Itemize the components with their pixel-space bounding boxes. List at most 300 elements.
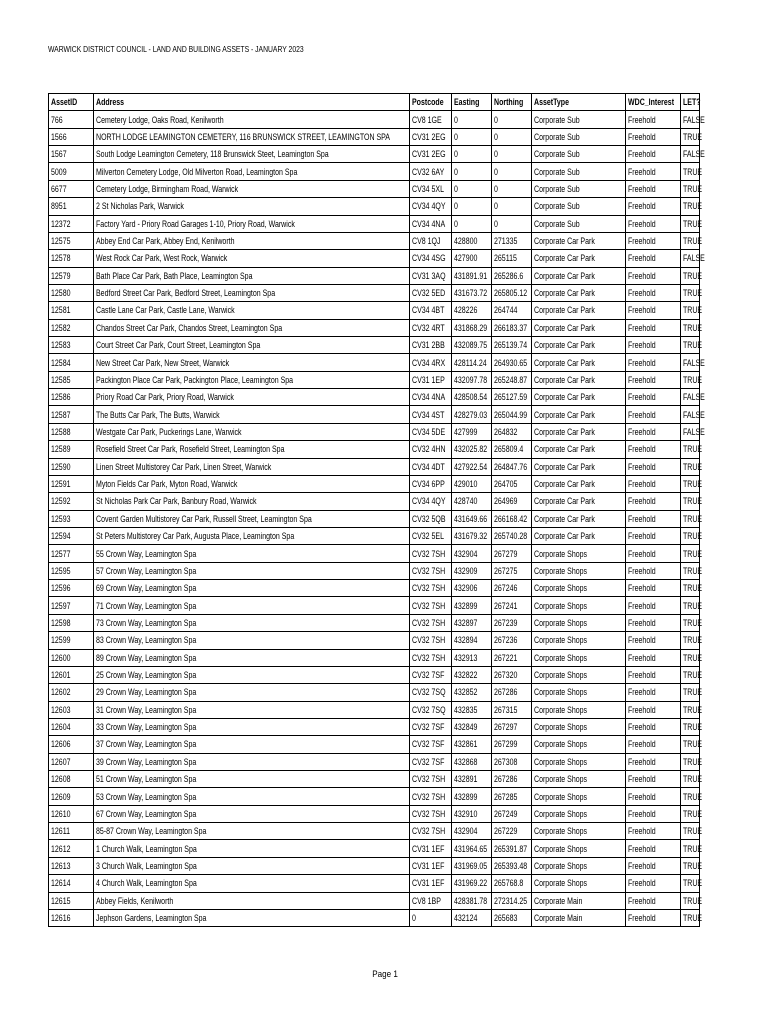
cell-wdc-interest <box>626 198 681 215</box>
cell-asset-type <box>532 232 626 249</box>
table-row <box>49 215 700 232</box>
cell-text: Chandos Street Car Park, Chandos Street, Leamington Spa <box>96 322 283 333</box>
cell-address <box>94 232 410 249</box>
cell-let <box>681 128 703 145</box>
cell-asset-id <box>49 180 94 197</box>
cell-text: 0 <box>494 201 498 212</box>
cell-text: 12604 <box>51 722 71 733</box>
cell-text: Freehold <box>628 409 656 420</box>
cell-text: 71 Crown Way, Leamington Spa <box>96 600 197 611</box>
cell-asset-id <box>49 736 94 753</box>
table-row <box>49 458 700 475</box>
cell-text: Freehold <box>628 322 656 333</box>
cell-asset-id <box>49 545 94 562</box>
cell-easting <box>452 771 492 788</box>
table-row <box>49 111 700 128</box>
cell-asset-type <box>532 389 626 406</box>
cell-text: Corporate Car Park <box>534 461 595 472</box>
cell-text: 267286 <box>494 687 518 698</box>
cell-asset-type <box>532 666 626 683</box>
cell-wdc-interest <box>626 284 681 301</box>
cell-text: CV32 4HN <box>412 444 446 455</box>
cell-northing <box>492 909 532 926</box>
cell-postcode <box>410 371 452 388</box>
cell-text: 12611 <box>51 826 71 837</box>
cell-text: 3 Church Walk, Leamington Spa <box>96 860 197 871</box>
cell-let <box>681 493 703 510</box>
cell-let <box>681 475 703 492</box>
cell-northing <box>492 215 532 232</box>
cell-text: CV32 7SF <box>412 722 445 733</box>
cell-text: TRUE <box>683 756 703 767</box>
cell-address <box>94 840 410 857</box>
cell-text: TRUE <box>683 635 703 646</box>
cell-text: 12595 <box>51 565 71 576</box>
cell-postcode <box>410 875 452 892</box>
cell-text: Corporate Car Park <box>534 305 595 316</box>
column-header-postcode <box>410 94 452 111</box>
cell-let <box>681 354 705 371</box>
cell-northing <box>492 649 532 666</box>
cell-text: 25 Crown Way, Leamington Spa <box>96 670 197 681</box>
cell-text: 427900 <box>454 253 478 264</box>
cell-text: 12616 <box>51 913 71 924</box>
cell-text: 89 Crown Way, Leamington Spa <box>96 652 197 663</box>
cell-text: Freehold <box>628 444 656 455</box>
cell-text: 12612 <box>51 843 71 854</box>
cell-postcode <box>410 128 452 145</box>
cell-postcode <box>410 493 452 510</box>
cell-postcode <box>410 354 452 371</box>
cell-text: FALSE <box>683 149 705 160</box>
cell-text: 12598 <box>51 617 71 628</box>
cell-text: Corporate Car Park <box>534 409 595 420</box>
cell-wdc-interest <box>626 649 681 666</box>
cell-text: Corporate Sub <box>534 201 580 212</box>
cell-text: TRUE <box>683 444 703 455</box>
cell-text: 432852 <box>454 687 478 698</box>
cell-wdc-interest <box>626 441 681 458</box>
cell-northing <box>492 788 532 805</box>
cell-text: 12602 <box>51 687 71 698</box>
cell-text: CV8 1GE <box>412 114 442 125</box>
cell-postcode <box>410 267 452 284</box>
cell-text: CV32 6AY <box>412 166 445 177</box>
cell-wdc-interest <box>626 371 681 388</box>
cell-easting <box>452 909 492 926</box>
cell-let <box>681 232 703 249</box>
cell-text: TRUE <box>683 583 703 594</box>
cell-wdc-interest <box>626 527 681 544</box>
cell-northing <box>492 302 532 319</box>
cell-wdc-interest <box>626 354 681 371</box>
cell-text: Corporate Shops <box>534 565 588 576</box>
cell-address <box>94 649 410 666</box>
cell-asset-id <box>49 527 94 544</box>
cell-asset-type <box>532 458 626 475</box>
table-row <box>49 875 700 892</box>
cell-text: Freehold <box>628 166 656 177</box>
cell-postcode <box>410 666 452 683</box>
cell-text: 264969 <box>494 496 518 507</box>
cell-text: CV32 7SF <box>412 670 445 681</box>
cell-text: 12591 <box>51 479 71 490</box>
cell-asset-id <box>49 319 94 336</box>
cell-text: TRUE <box>683 704 703 715</box>
cell-text: TRUE <box>683 860 703 871</box>
cell-text: Corporate Shops <box>534 808 588 819</box>
cell-text: Milverton Cemetery Lodge, Old Milverton Road, Leamington Spa <box>96 166 298 177</box>
cell-text: Freehold <box>628 722 656 733</box>
cell-text: Freehold <box>628 583 656 594</box>
cell-wdc-interest <box>626 666 681 683</box>
cell-wdc-interest <box>626 475 681 492</box>
cell-text: 265044.99 <box>494 409 528 420</box>
cell-text: TRUE <box>683 131 703 142</box>
cell-easting <box>452 892 492 909</box>
table-row <box>49 805 700 822</box>
cell-address <box>94 909 410 926</box>
cell-text: CV32 7SF <box>412 739 445 750</box>
cell-easting <box>452 337 492 354</box>
cell-let <box>681 319 703 336</box>
cell-let <box>681 823 703 840</box>
cell-postcode <box>410 614 452 631</box>
cell-address <box>94 805 410 822</box>
cell-asset-type <box>532 128 626 145</box>
cell-wdc-interest <box>626 267 681 284</box>
cell-text: Corporate Car Park <box>534 479 595 490</box>
cell-text: Freehold <box>628 913 656 924</box>
cell-northing <box>492 562 532 579</box>
cell-postcode <box>410 840 452 857</box>
cell-text: 432904 <box>454 548 478 559</box>
cell-easting <box>452 649 492 666</box>
cell-text: TRUE <box>683 531 703 542</box>
cell-let <box>681 736 703 753</box>
cell-text: The Butts Car Park, The Butts, Warwick <box>96 409 220 420</box>
cell-text: Packington Place Car Park, Packington Place, Leamington Spa <box>96 374 294 385</box>
cell-asset-id <box>49 163 94 180</box>
cell-postcode <box>410 406 452 423</box>
cell-text: 0 <box>454 114 458 125</box>
cell-asset-id <box>49 111 94 128</box>
cell-text: 12603 <box>51 704 71 715</box>
cell-text: 267246 <box>494 583 518 594</box>
cell-postcode <box>410 163 452 180</box>
cell-text: CV34 5XL <box>412 183 445 194</box>
cell-text: Freehold <box>628 149 656 160</box>
cell-text: 6677 <box>51 183 67 194</box>
cell-asset-type <box>532 371 626 388</box>
cell-text: Freehold <box>628 357 656 368</box>
cell-asset-type <box>532 354 626 371</box>
cell-text: 432909 <box>454 565 478 576</box>
cell-text: TRUE <box>683 496 703 507</box>
cell-text: 12593 <box>51 513 71 524</box>
cell-text: TRUE <box>683 774 703 785</box>
cell-asset-type <box>532 597 626 614</box>
cell-asset-id <box>49 840 94 857</box>
cell-text: Freehold <box>628 236 656 247</box>
cell-text: 267279 <box>494 548 518 559</box>
cell-northing <box>492 163 532 180</box>
cell-text: CV32 7SH <box>412 617 446 628</box>
table-row <box>49 284 700 301</box>
cell-wdc-interest <box>626 337 681 354</box>
cell-text: 267221 <box>494 652 518 663</box>
cell-text: Corporate Shops <box>534 774 588 785</box>
cell-asset-type <box>532 753 626 770</box>
cell-asset-type <box>532 302 626 319</box>
table-row <box>49 510 700 527</box>
cell-address <box>94 614 410 631</box>
cell-text: Factory Yard - Priory Road Garages 1-10, Priory Road, Warwick <box>96 218 295 229</box>
cell-text: 432124 <box>454 913 478 924</box>
cell-text: 51 Crown Way, Leamington Spa <box>96 774 197 785</box>
cell-asset-id <box>49 718 94 735</box>
cell-text: 429010 <box>454 479 478 490</box>
cell-postcode <box>410 788 452 805</box>
cell-wdc-interest <box>626 684 681 701</box>
cell-text: 5009 <box>51 166 67 177</box>
cell-wdc-interest <box>626 892 681 909</box>
cell-address <box>94 475 410 492</box>
cell-text: Corporate Shops <box>534 583 588 594</box>
cell-text: Freehold <box>628 374 656 385</box>
cell-text: Corporate Shops <box>534 548 588 559</box>
cell-northing <box>492 510 532 527</box>
cell-text: 12582 <box>51 322 71 333</box>
cell-address <box>94 510 410 527</box>
cell-text: 0 <box>454 183 458 194</box>
cell-postcode <box>410 111 452 128</box>
cell-text: TRUE <box>683 270 703 281</box>
cell-text: CV32 5ED <box>412 288 446 299</box>
cell-postcode <box>410 527 452 544</box>
cell-easting <box>452 666 492 683</box>
cell-text: 12596 <box>51 583 71 594</box>
cell-asset-id <box>49 510 94 527</box>
cell-text: 432025.82 <box>454 444 488 455</box>
cell-text: Freehold <box>628 600 656 611</box>
cell-text: 266183.37 <box>494 322 528 333</box>
cell-asset-id <box>49 284 94 301</box>
cell-postcode <box>410 545 452 562</box>
cell-text: Linen Street Multistorey Car Park, Linen Street, Warwick <box>96 461 272 472</box>
cell-text: 431868.29 <box>454 322 488 333</box>
cell-text: 428279.03 <box>454 409 488 420</box>
table-row <box>49 788 700 805</box>
cell-text: 37 Crown Way, Leamington Spa <box>96 739 197 750</box>
cell-wdc-interest <box>626 389 681 406</box>
cell-asset-id <box>49 909 94 926</box>
cell-text: 31 Crown Way, Leamington Spa <box>96 704 197 715</box>
cell-asset-type <box>532 805 626 822</box>
cell-let <box>681 111 705 128</box>
cell-text: Corporate Sub <box>534 183 580 194</box>
column-header-label: AssetType <box>534 97 569 108</box>
cell-northing <box>492 250 532 267</box>
cell-text: 428114.24 <box>454 357 487 368</box>
cell-wdc-interest <box>626 614 681 631</box>
cell-text: Freehold <box>628 183 656 194</box>
cell-text: Corporate Car Park <box>534 270 595 281</box>
cell-postcode <box>410 684 452 701</box>
table-row <box>49 823 700 840</box>
cell-text: TRUE <box>683 461 703 472</box>
cell-text: 432822 <box>454 670 478 681</box>
cell-northing <box>492 823 532 840</box>
cell-northing <box>492 267 532 284</box>
cell-text: 432868 <box>454 756 478 767</box>
cell-text: 12584 <box>51 357 71 368</box>
column-header-label: WDC_Interest <box>628 97 675 108</box>
cell-text: 265115 <box>494 253 517 264</box>
cell-text: CV32 7SQ <box>412 704 446 715</box>
cell-easting <box>452 788 492 805</box>
cell-text: 428800 <box>454 236 478 247</box>
cell-text: TRUE <box>683 201 703 212</box>
cell-text: TRUE <box>683 913 703 924</box>
cell-text: 0 <box>494 131 498 142</box>
cell-text: 12590 <box>51 461 71 472</box>
cell-let <box>681 909 703 926</box>
cell-text: Covent Garden Multistorey Car Park, Russell Street, Leamington Spa <box>96 513 312 524</box>
cell-address <box>94 493 410 510</box>
cell-easting <box>452 319 492 336</box>
cell-text: Freehold <box>628 548 656 559</box>
cell-text: 0 <box>454 201 458 212</box>
cell-easting <box>452 510 492 527</box>
cell-text: TRUE <box>683 374 703 385</box>
cell-text: Castle Lane Car Park, Castle Lane, Warwick <box>96 305 235 316</box>
cell-asset-type <box>532 684 626 701</box>
cell-text: Corporate Sub <box>534 114 580 125</box>
cell-asset-type <box>532 319 626 336</box>
cell-postcode <box>410 215 452 232</box>
cell-text: 267299 <box>494 739 518 750</box>
table-row <box>49 614 700 631</box>
cell-wdc-interest <box>626 163 681 180</box>
table-row <box>49 354 700 371</box>
cell-text: Corporate Car Park <box>534 392 595 403</box>
cell-text: Corporate Shops <box>534 739 588 750</box>
cell-text: 12609 <box>51 791 71 802</box>
cell-postcode <box>410 441 452 458</box>
cell-easting <box>452 163 492 180</box>
cell-easting <box>452 875 492 892</box>
cell-text: 55 Crown Way, Leamington Spa <box>96 548 197 559</box>
table-row <box>49 649 700 666</box>
cell-address <box>94 875 410 892</box>
cell-postcode <box>410 580 452 597</box>
cell-text: FALSE <box>683 253 705 264</box>
cell-northing <box>492 354 532 371</box>
cell-text: CV32 7SH <box>412 635 446 646</box>
cell-text: CV34 4BT <box>412 305 445 316</box>
table-row <box>49 302 700 319</box>
column-header-label: LET? <box>683 97 701 108</box>
cell-text: Freehold <box>628 513 656 524</box>
cell-text: 428381.78 <box>454 895 488 906</box>
cell-text: CV34 4SG <box>412 253 446 264</box>
cell-text: 267241 <box>494 600 518 611</box>
cell-text: Corporate Shops <box>534 860 588 871</box>
cell-text: CV31 1EF <box>412 843 445 854</box>
cell-text: 432849 <box>454 722 478 733</box>
cell-text: TRUE <box>683 808 703 819</box>
cell-northing <box>492 198 532 215</box>
cell-postcode <box>410 823 452 840</box>
cell-address <box>94 441 410 458</box>
cell-address <box>94 892 410 909</box>
cell-text: Corporate Main <box>534 895 583 906</box>
cell-address <box>94 701 410 718</box>
cell-asset-id <box>49 232 94 249</box>
cell-address <box>94 389 410 406</box>
cell-text: 272314.25 <box>494 895 528 906</box>
cell-text: Corporate Car Park <box>534 253 595 264</box>
cell-postcode <box>410 284 452 301</box>
cell-postcode <box>410 319 452 336</box>
cell-text: 69 Crown Way, Leamington Spa <box>96 583 197 594</box>
cell-address <box>94 823 410 840</box>
cell-asset-id <box>49 475 94 492</box>
cell-wdc-interest <box>626 406 681 423</box>
table-row <box>49 580 700 597</box>
cell-let <box>681 215 703 232</box>
table-row <box>49 753 700 770</box>
cell-postcode <box>410 562 452 579</box>
table-row <box>49 146 700 163</box>
cell-text: CV32 7SH <box>412 600 446 611</box>
table-header-row <box>49 94 700 111</box>
cell-asset-id <box>49 771 94 788</box>
cell-let <box>681 597 703 614</box>
cell-text: 0 <box>494 149 498 160</box>
cell-text: 85-87 Crown Way, Leamington Spa <box>96 826 207 837</box>
cell-easting <box>452 632 492 649</box>
cell-asset-type <box>532 163 626 180</box>
cell-asset-id <box>49 406 94 423</box>
cell-text: Freehold <box>628 878 656 889</box>
cell-text: 265139.74 <box>494 340 528 351</box>
cell-text: Westgate Car Park, Puckerings Lane, Warwick <box>96 427 242 437</box>
cell-text: CV31 2BB <box>412 340 445 351</box>
column-header-asset-type <box>532 94 626 111</box>
cell-text: TRUE <box>683 687 703 698</box>
cell-text: 12601 <box>51 670 71 681</box>
cell-asset-id <box>49 354 94 371</box>
cell-text: 266168.42 <box>494 513 528 524</box>
cell-text: CV32 7SH <box>412 791 446 802</box>
cell-northing <box>492 736 532 753</box>
cell-asset-id <box>49 597 94 614</box>
cell-text: 8951 <box>51 201 67 212</box>
cell-text: CV32 7SF <box>412 756 445 767</box>
cell-let <box>681 337 703 354</box>
cell-postcode <box>410 180 452 197</box>
cell-northing <box>492 284 532 301</box>
cell-text: Freehold <box>628 617 656 628</box>
cell-northing <box>492 875 532 892</box>
cell-text: 267275 <box>494 565 518 576</box>
cell-postcode <box>410 146 452 163</box>
cell-text: TRUE <box>683 826 703 837</box>
cell-text: 0 <box>494 114 498 125</box>
cell-text: FALSE <box>683 409 705 420</box>
